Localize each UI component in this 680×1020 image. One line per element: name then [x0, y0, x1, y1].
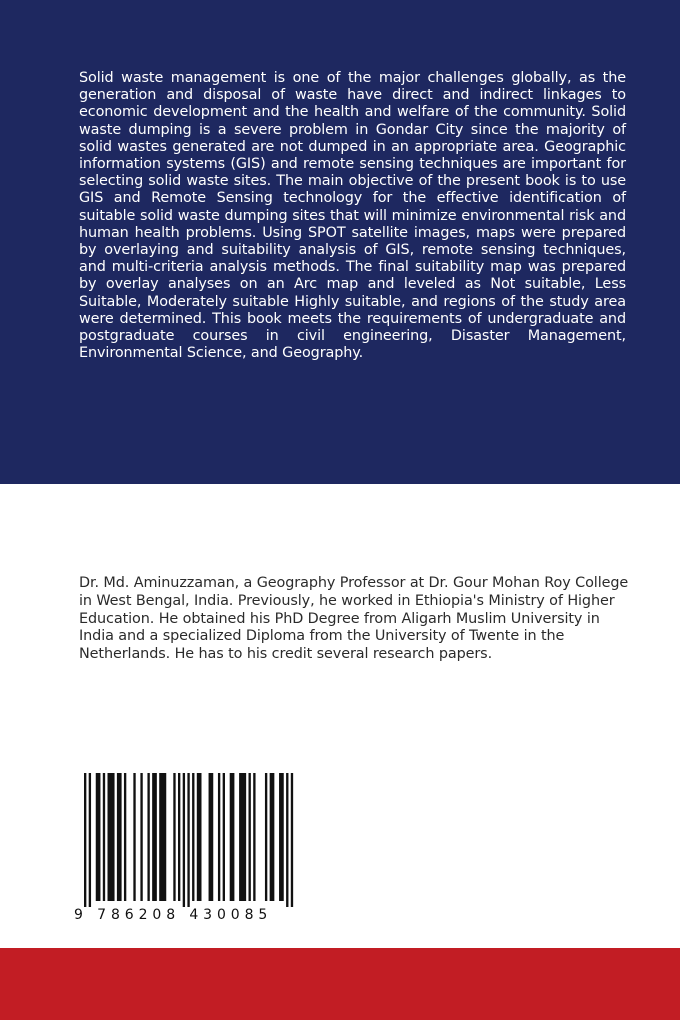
barcode-bar [178, 773, 180, 901]
barcode-bar [96, 773, 101, 901]
author-bio: Dr. Md. Aminuzzaman, a Geography Professor at Dr. Gour Mohan Roy College in West Bengal, India. Previously, he worked in Ethiopia's Ministry of Higher Education. He obtained his PhD Degree from Aligarh Muslim University in India and a specialized Diploma from the University of Twente in the Netherlands. He has to his credit several research papers. [79, 575, 629, 663]
barcode-bars [74, 767, 324, 907]
barcode-bar [187, 773, 189, 907]
barcode-bar [140, 773, 142, 901]
barcode-bar [152, 773, 157, 901]
barcode-bar [223, 773, 225, 901]
barcode-bar [147, 773, 149, 901]
isbn-number: 9 786208 430085 [74, 907, 273, 923]
barcode-bar [286, 773, 288, 907]
barcode-bar [218, 773, 220, 901]
barcode-bar [230, 773, 235, 901]
barcode-bar [253, 773, 255, 901]
barcode-bar [209, 773, 214, 901]
isbn-barcode [74, 767, 324, 925]
synopsis-panel [0, 0, 680, 484]
barcode-bar [133, 773, 135, 901]
barcode-bar [124, 773, 126, 901]
barcode-bar [270, 773, 275, 901]
barcode-bar [173, 773, 175, 901]
bottom-color-band [0, 948, 680, 1020]
barcode-bar [159, 773, 166, 901]
barcode-bar [108, 773, 115, 901]
barcode-bar [192, 773, 194, 901]
barcode-bar [103, 773, 105, 901]
barcode-bar [117, 773, 122, 901]
barcode-bar [89, 773, 91, 907]
barcode-bar [197, 773, 202, 901]
barcode-bar [239, 773, 246, 901]
barcode-bar [183, 773, 185, 907]
book-synopsis: Solid waste management is one of the major challenges globally, as the generation and disposal of waste have direct and indirect linkages to economic development and the health and welfare of the community. Solid waste dumping is a severe problem in Gondar City since the majority of solid wastes generated are not dumped in an appropriate area. Geographic information systems (GIS) and remote sensing techniques are important for selecting solid waste sites. The main objective of the present book is to use GIS and Remote Sensing technology for the effective identification of suitable solid waste dumping sites that will minimize environmental risk and human health problems. Using SPOT satellite images, maps were prepared by overlaying and suitability analysis of GIS, remote sensing techniques, and multi-criteria analysis methods. The final suitability map was prepared by overlay analyses on an Arc map and leveled as Not suitable, Less Suitable, Moderately suitable Highly suitable, and regions of the study area were determined. This book meets the requirements of undergraduate and postgraduate courses in civil engineering, Disaster Management, Environmental Science, and Geography. [79, 70, 626, 362]
barcode-bar [291, 773, 293, 907]
barcode-bar [265, 773, 267, 901]
barcode-bar [84, 773, 86, 907]
barcode-bar [279, 773, 284, 901]
barcode-bar [249, 773, 251, 901]
